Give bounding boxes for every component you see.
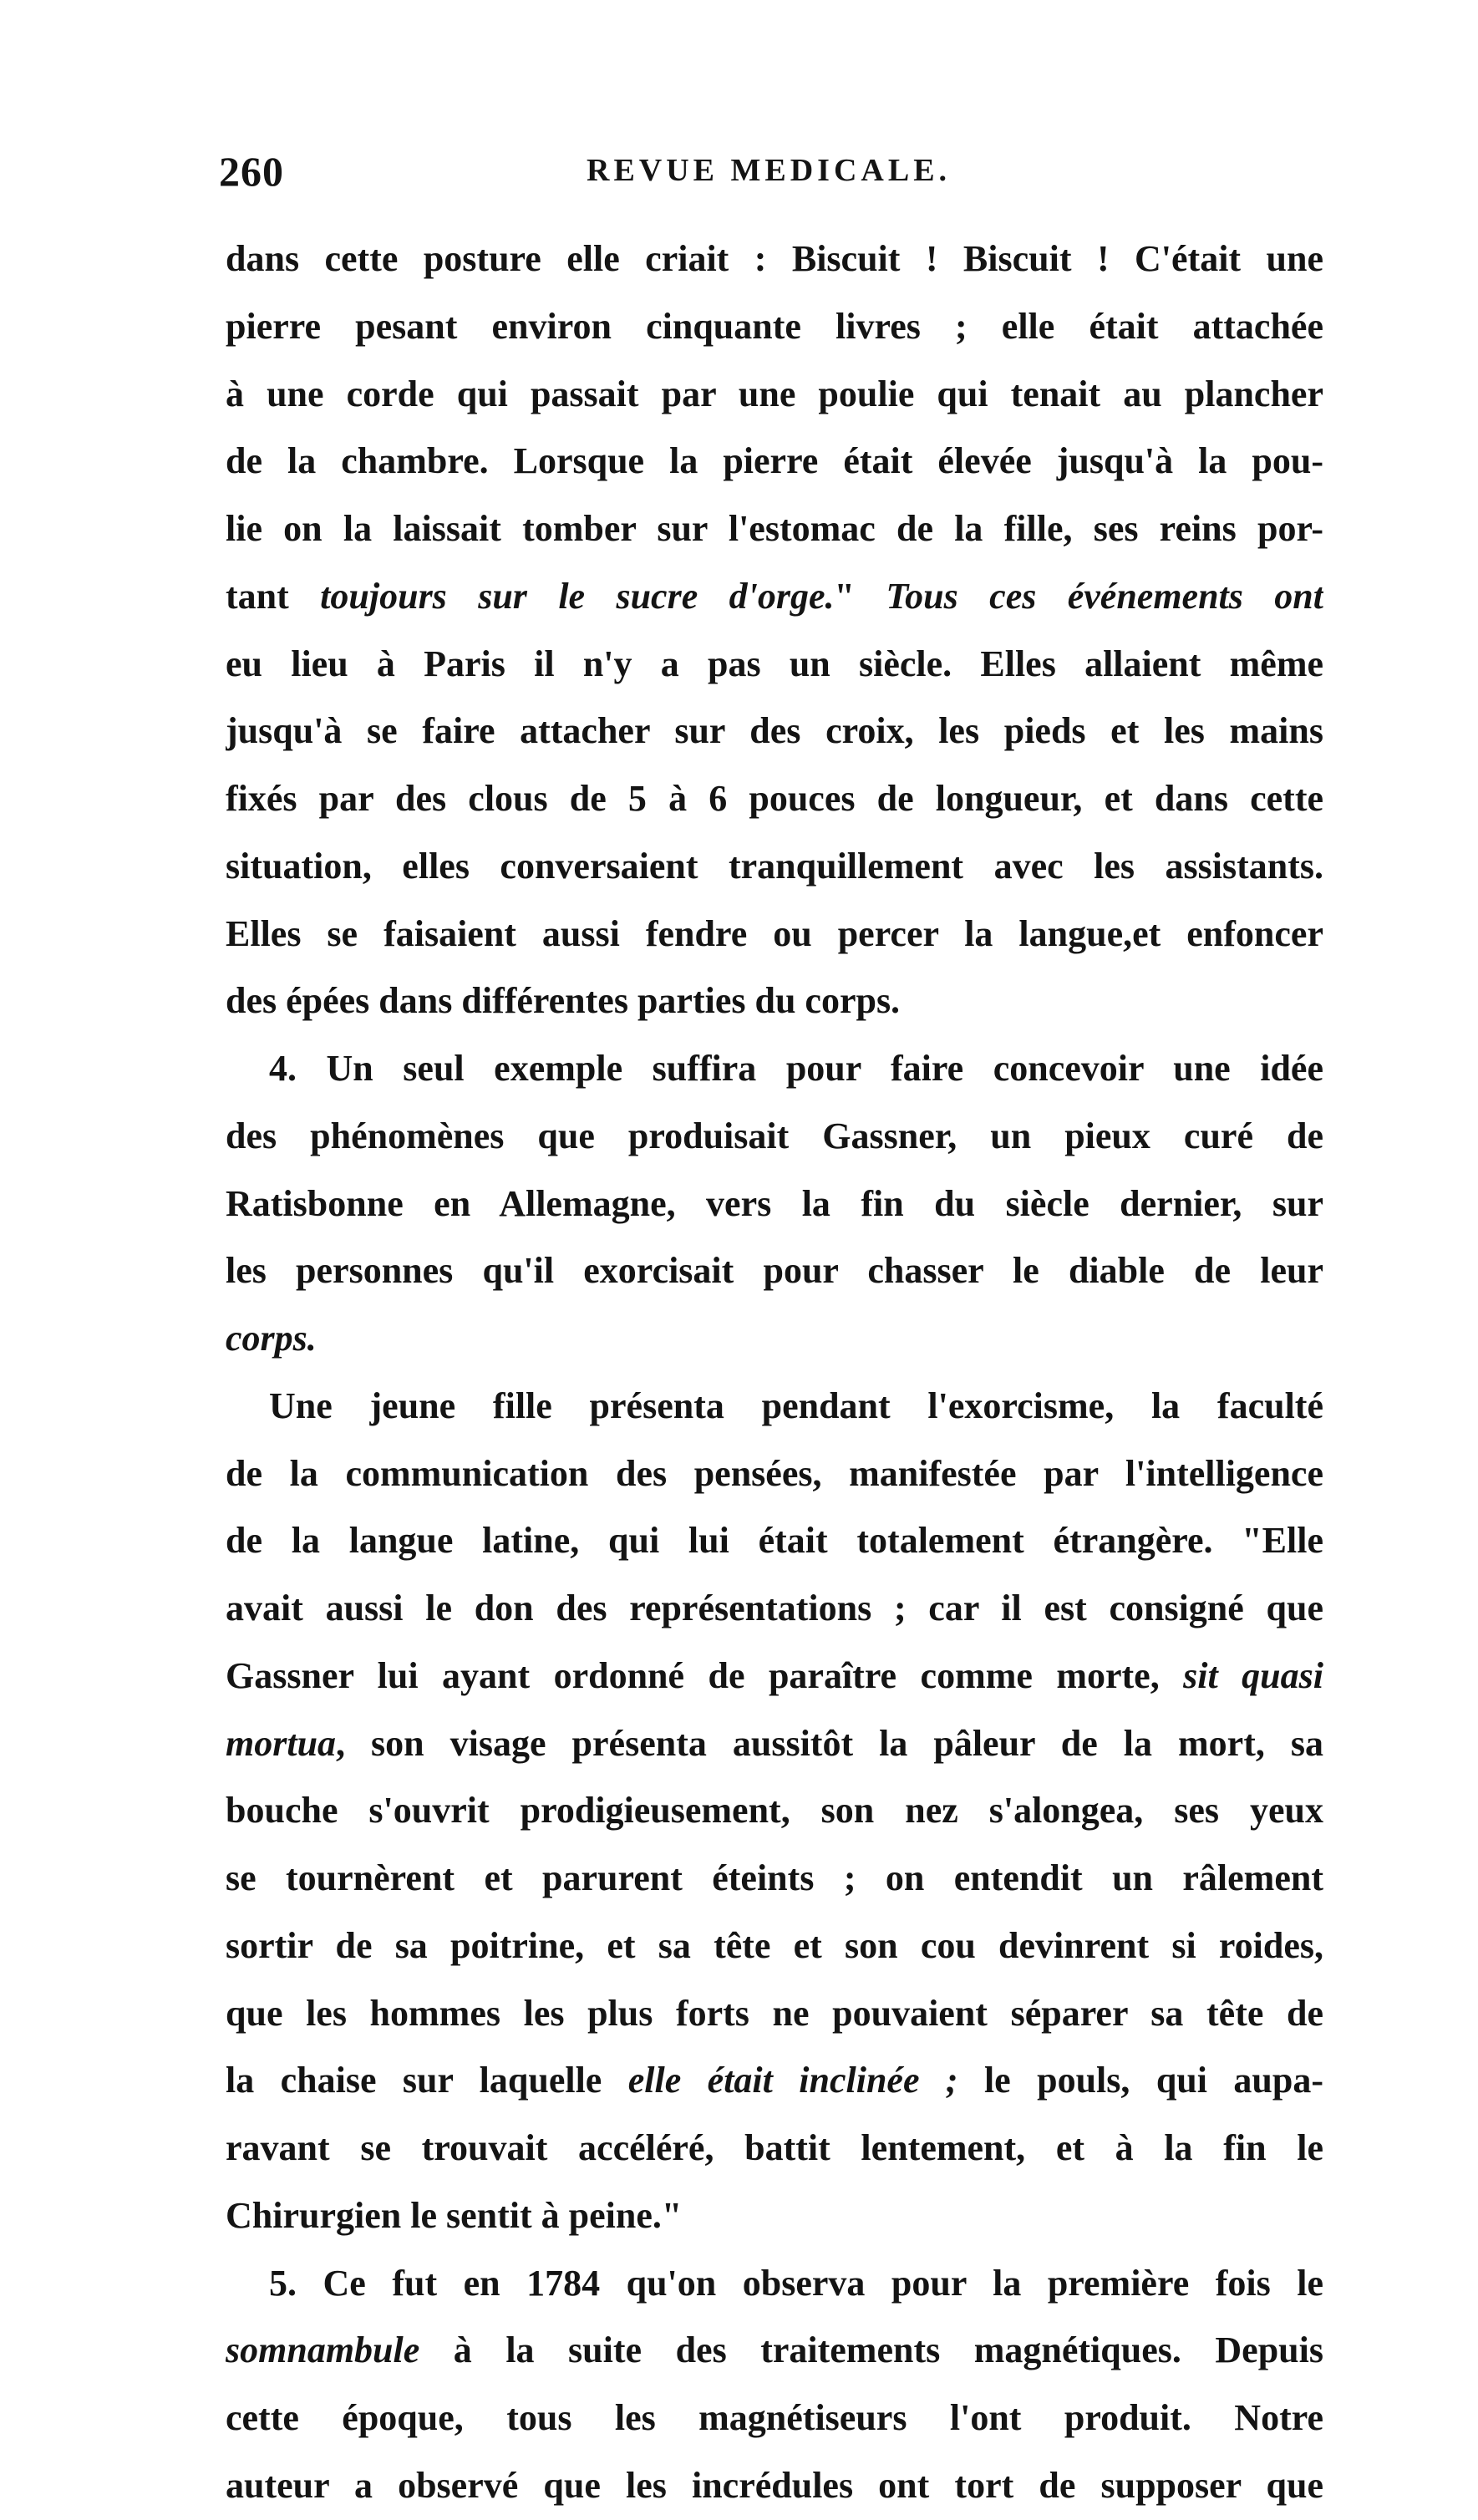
text-segment: Chirurgien le sentit à peine."	[226, 2194, 683, 2236]
text-segment: pierre pesant environ cinquante livres ; elle était attachée	[226, 305, 1323, 347]
text-line	[226, 1777, 1323, 1845]
body-text	[226, 226, 1323, 2520]
italic-segment: somnambule	[226, 2329, 420, 2371]
text-line	[226, 563, 1323, 631]
text-line	[226, 1440, 1323, 1508]
text-segment: des épées dans différentes parties du corps.	[226, 980, 901, 1022]
text-segment: 5. Ce fut en 1784 qu'on observa pour la première fois le	[269, 2262, 1323, 2304]
text-segment: ravant se trouvait accéléré, battit lentement, et à la fin le	[226, 2127, 1323, 2168]
text-segment: de la langue latine, qui lui était totalement étrangère. "Elle	[226, 1520, 1323, 1562]
text-line	[226, 361, 1323, 429]
text-segment: des phénomènes que produisait Gassner, un pieux curé de	[226, 1115, 1323, 1156]
italic-segment: toujours sur le sucre d'orge.	[320, 575, 835, 617]
italic-segment: sit quasi	[1183, 1654, 1323, 1696]
text-line	[226, 2115, 1323, 2182]
text-line	[226, 1845, 1323, 1913]
text-segment: jusqu'à se faire attacher sur des croix, les pieds et les mains	[226, 710, 1323, 752]
text-line	[226, 2317, 1323, 2385]
text-segment: fixés par des clous de 5 à 6 pouces de longueur, et dans cette	[226, 778, 1323, 819]
text-segment: eu lieu à Paris il n'y a pas un siècle. Elles allaient même	[226, 643, 1323, 684]
running-head: REVUE MEDICALE.	[587, 153, 952, 188]
text-segment: à une corde qui passait par une poulie qui tenait au plancher	[226, 373, 1323, 414]
italic-segment: Tous ces événements ont	[886, 575, 1323, 617]
text-segment: Gassner lui ayant ordonné de paraître comme morte,	[226, 1654, 1184, 1696]
text-segment: lie on la laissait tomber sur l'estomac de la fille, ses reins por-	[226, 508, 1323, 549]
text-line	[226, 495, 1323, 563]
text-segment: tant	[226, 575, 321, 617]
text-line	[226, 698, 1323, 765]
text-line	[226, 1035, 1323, 1103]
text-segment: "	[834, 575, 886, 617]
text-segment: auteur a observé que les incrédules ont tort de supposer que	[226, 2464, 1323, 2506]
text-line	[226, 833, 1323, 901]
text-line	[226, 765, 1323, 833]
text-line	[226, 1643, 1323, 1710]
text-segment: se tournèrent et parurent éteints ; on entendit un râlement	[226, 1857, 1323, 1898]
text-segment: Elles se faisaient aussi fendre ou percer la langue,et enfoncer	[226, 912, 1323, 954]
text-segment: Ratisbonne en Allemagne, vers la fin du siècle dernier, sur	[226, 1182, 1323, 1224]
text-line	[226, 1710, 1323, 1778]
text-line	[226, 901, 1323, 968]
text-segment: que les hommes les plus forts ne pouvaient séparer sa tête de	[226, 1992, 1323, 2034]
text-line	[226, 2452, 1323, 2520]
text-segment: à la suite des traitements magnétiques. Depuis	[419, 2329, 1323, 2371]
text-line	[226, 1913, 1323, 1980]
text-line	[226, 1305, 1323, 1373]
text-segment: la chaise sur laquelle	[226, 2060, 628, 2101]
text-line	[226, 2182, 1323, 2250]
text-segment: situation, elles conversaient tranquillement avec les assistants.	[226, 845, 1323, 887]
text-segment: , son visage présenta aussitôt la pâleur de la mort, sa	[336, 1722, 1323, 1764]
text-segment: corps.	[226, 1318, 317, 1359]
text-line	[226, 1171, 1323, 1238]
text-segment: Une jeune fille présenta pendant l'exorcisme, la faculté	[269, 1384, 1323, 1426]
text-line	[226, 1575, 1323, 1643]
text-segment: le pouls, qui aupa-	[957, 2060, 1323, 2101]
text-segment: dans cette posture elle criait : Biscuit ! Biscuit ! C'était une	[226, 238, 1323, 279]
italic-segment: elle était inclinée ;	[627, 2060, 958, 2101]
page-number: 260	[219, 148, 284, 195]
text-line	[226, 226, 1323, 293]
text-line	[226, 293, 1323, 361]
text-segment: de la chambre. Lorsque la pierre était élevée jusqu'à la pou-	[226, 440, 1323, 482]
text-segment: de la communication des pensées, manifestée par l'intelligence	[226, 1452, 1323, 1494]
text-line	[226, 1103, 1323, 1171]
italic-segment: mortua	[226, 1722, 337, 1764]
text-segment: bouche s'ouvrit prodigieusement, son nez s'alongea, ses yeux	[226, 1790, 1323, 1832]
text-line	[226, 2047, 1323, 2115]
text-segment: les personnes qu'il exorcisait pour chasser le diable de leur	[226, 1250, 1323, 1292]
text-line	[226, 2385, 1323, 2452]
text-segment: avait aussi le don des représentations ; car il est consigné que	[226, 1588, 1323, 1628]
text-line	[226, 968, 1323, 1035]
text-line	[226, 428, 1323, 495]
text-line	[226, 1373, 1323, 1440]
text-line	[226, 1237, 1323, 1305]
text-line	[226, 1980, 1323, 2048]
text-line	[226, 1507, 1323, 1575]
text-line	[226, 2250, 1323, 2318]
text-segment: sortir de sa poitrine, et sa tête et son cou devinrent si roides,	[226, 1924, 1323, 1966]
page-header	[219, 147, 1322, 206]
text-segment: 4. Un seul exemple suffira pour faire concevoir une idée	[269, 1048, 1323, 1089]
text-segment: cette époque, tous les magnétiseurs l'ont produit. Notre	[226, 2397, 1323, 2438]
text-line	[226, 631, 1323, 699]
